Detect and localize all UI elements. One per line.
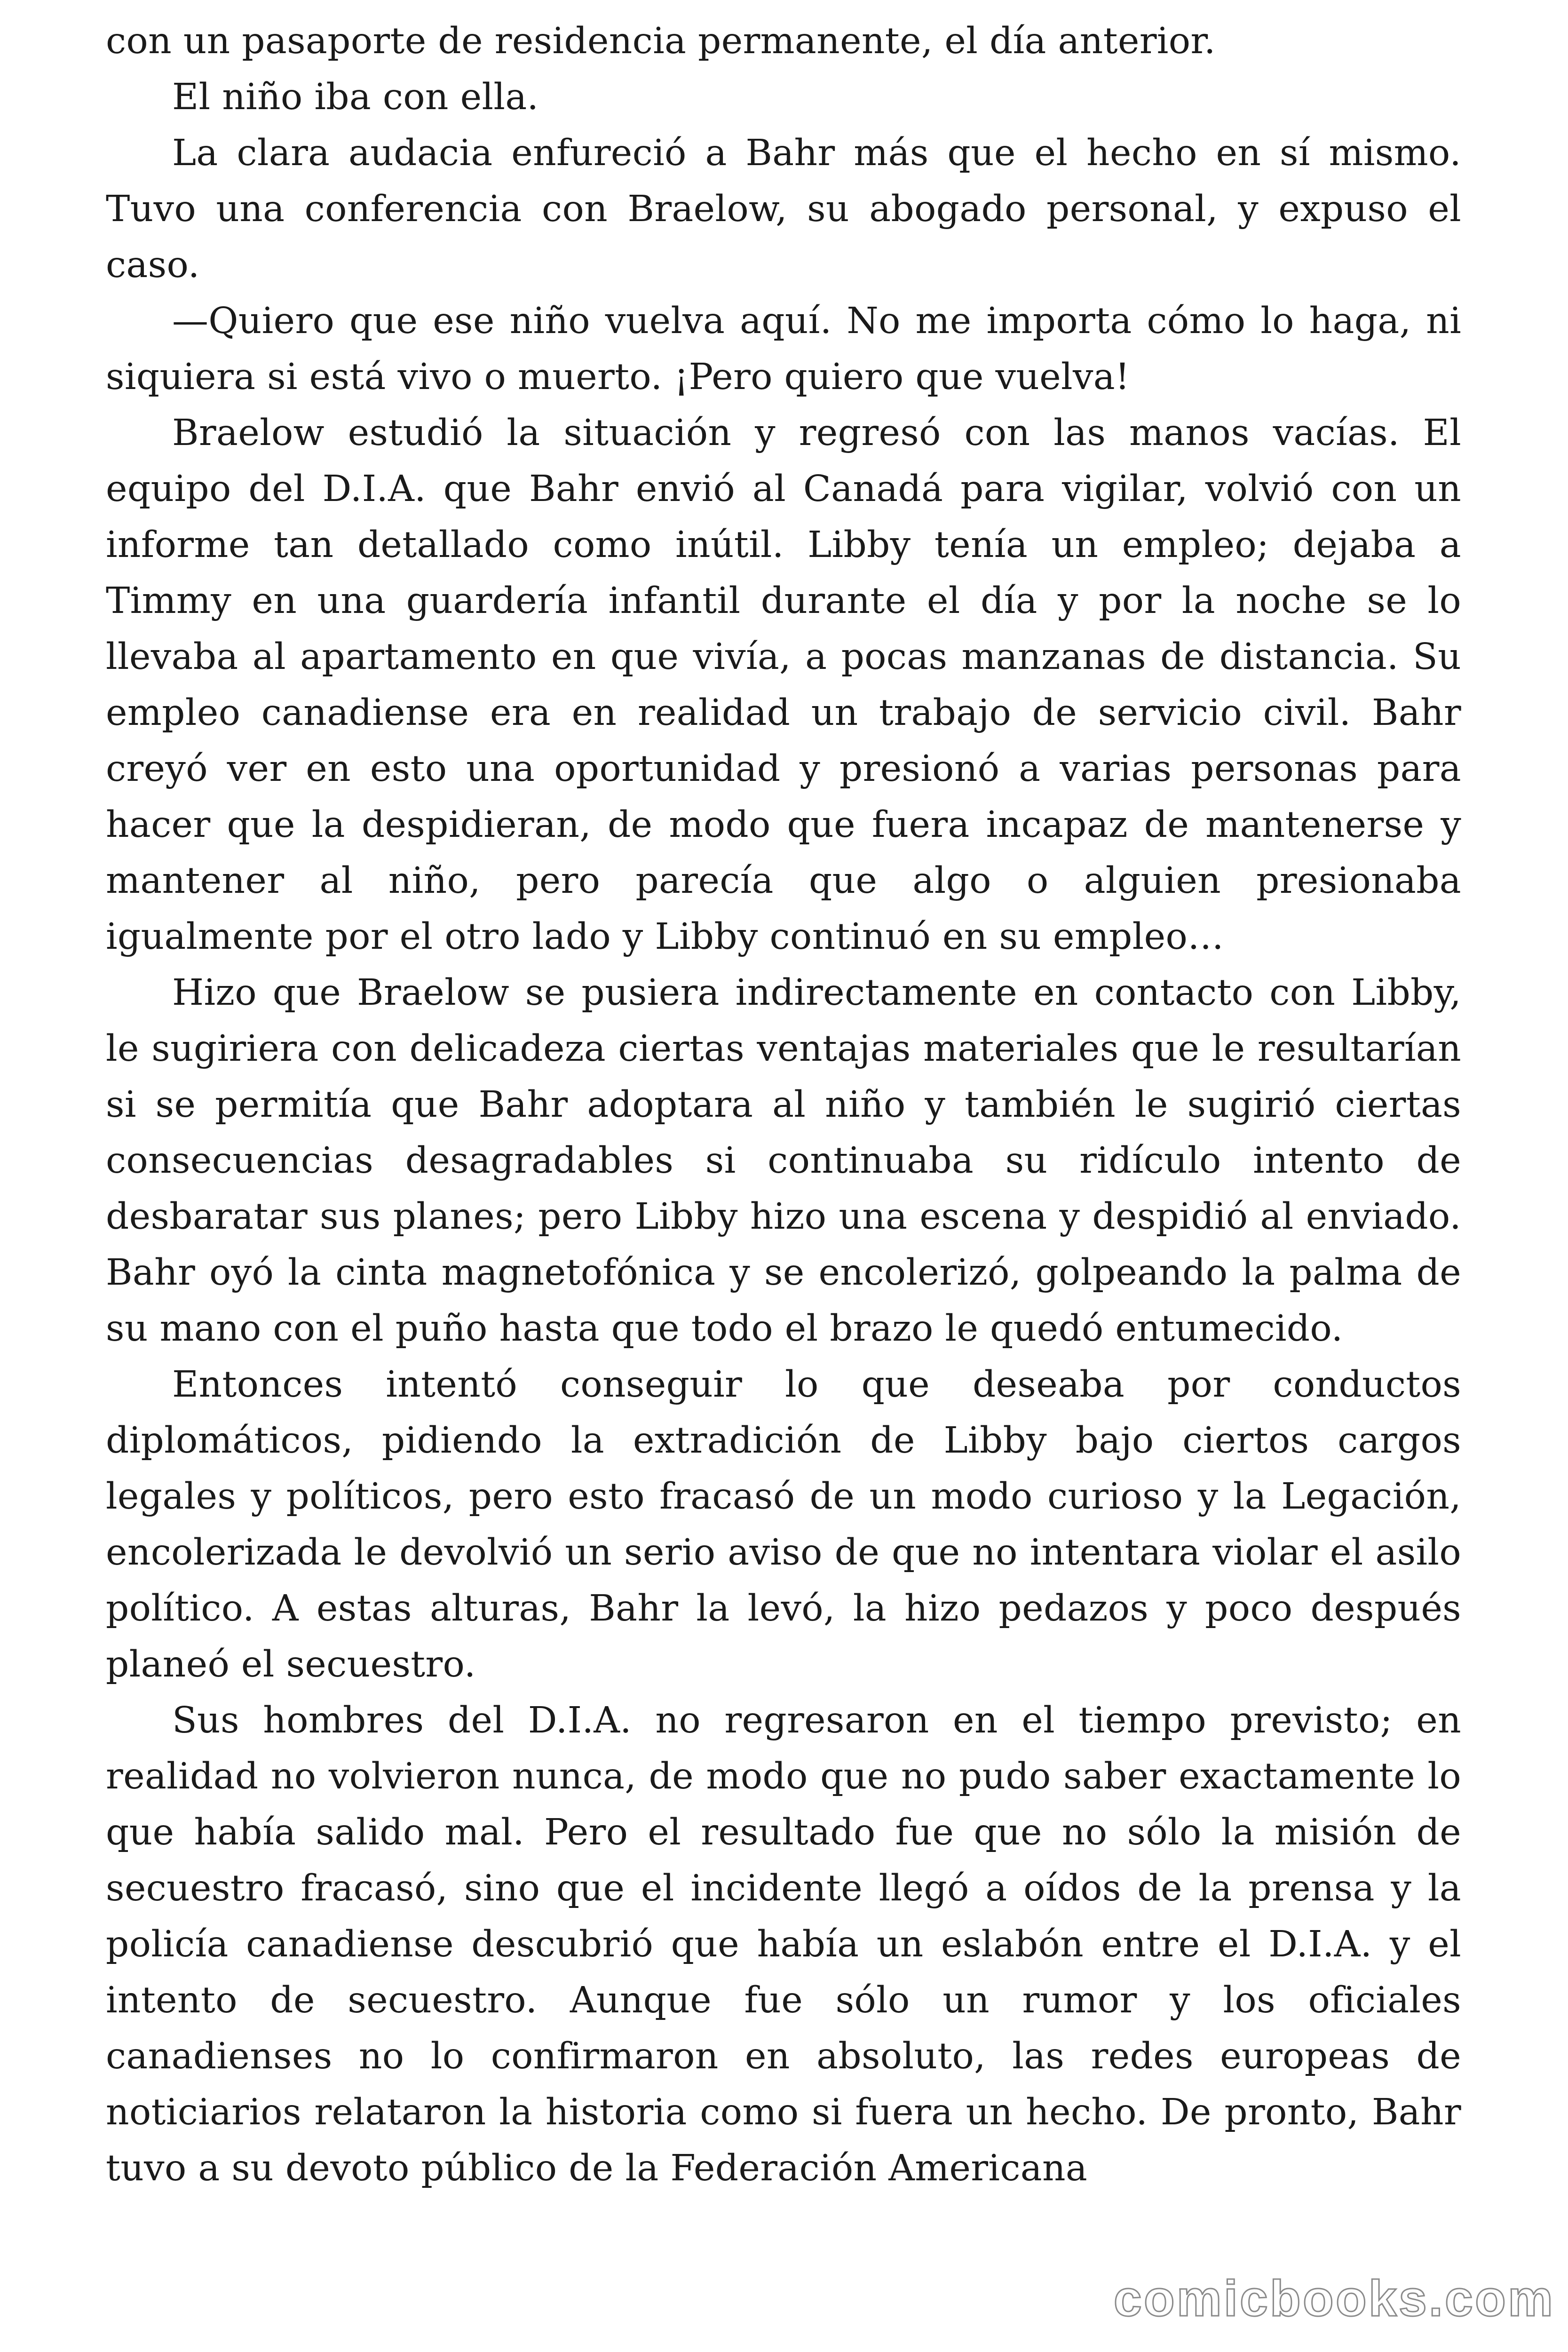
paragraph-5: Braelow estudió la situación y regresó con las manos vacías. El equipo del D.I.A. que Bahr envió al Canadá para vigilar, volvió con un informe tan detallado como inútil. Libby tenía un empleo; dejaba a Timmy en una guardería infantil durante el día y por la noche se lo llevaba al apartamento en que vivía, a pocas manzanas de distancia. Su empleo canadiense era en realidad un trabajo de servicio civil. Bahr creyó ver en esto una oportunidad y presionó a varias personas para hacer que la despidieran, de modo que fuera incapaz de mantenerse y mantener al niño, pero parecía que algo o alguien presionaba igualmente por el otro lado y Libby continuó en su empleo…	[106, 412, 1461, 958]
paragraph-continuation: con un pasaporte de residencia permanente, el día anterior.	[106, 20, 1216, 62]
paragraph-2: El niño iba con ella.	[172, 76, 539, 118]
paragraph-3: La clara audacia enfureció a Bahr más que el hecho en sí mismo. Tuvo una conferencia con Braelow, su abogado personal, y expuso el caso.	[106, 132, 1461, 286]
paragraph-4-dialogue: —Quiero que ese niño vuelva aquí. No me importa cómo lo haga, ni siquiera si está vivo o muerto. ¡Pero quiero que vuelva!	[106, 300, 1461, 398]
site-watermark: comicbooks.com	[1113, 2270, 1555, 2327]
paragraph-6: Hizo que Braelow se pusiera indirectamente en contacto con Libby, le sugiriera con delicadeza ciertas ventajas materiales que le resultarían si se permitía que Bahr adoptara al niño y también le sugirió ciertas consecuencias desagradables si continuaba su ridículo intento de desbaratar sus planes; pero Libby hizo una escena y despidió al enviado. Bahr oyó la cinta magnetofónica y se encolerizó, golpeando la palma de su mano con el puño hasta que todo el brazo le quedó entumecido.	[106, 972, 1461, 1350]
paragraph-8: Sus hombres del D.I.A. no regresaron en el tiempo previsto; en realidad no volvieron nunca, de modo que no pudo saber exactamente lo que había salido mal. Pero el resultado fue que no sólo la misión de secuestro fracasó, sino que el incidente llegó a oídos de la prensa y la policía canadiense descubrió que había un eslabón entre el D.I.A. y el intento de secuestro. Aunque fue sólo un rumor y los oficiales canadienses no lo confirmaron en absoluto, las redes europeas de noticiarios relataron la historia como si fuera un hecho. De pronto, Bahr tuvo a su devoto público de la Federación Americana	[106, 1700, 1461, 2189]
book-page-text	[106, 13, 1461, 2196]
paragraph-7: Entonces intentó conseguir lo que deseaba por conductos diplomáticos, pidiendo la extradición de Libby bajo ciertos cargos legales y políticos, pero esto fracasó de un modo curioso y la Legación, encolerizada le devolvió un serio aviso de que no intentara violar el asilo político. A estas alturas, Bahr la levó, la hizo pedazos y poco después planeó el secuestro.	[106, 1364, 1461, 1685]
